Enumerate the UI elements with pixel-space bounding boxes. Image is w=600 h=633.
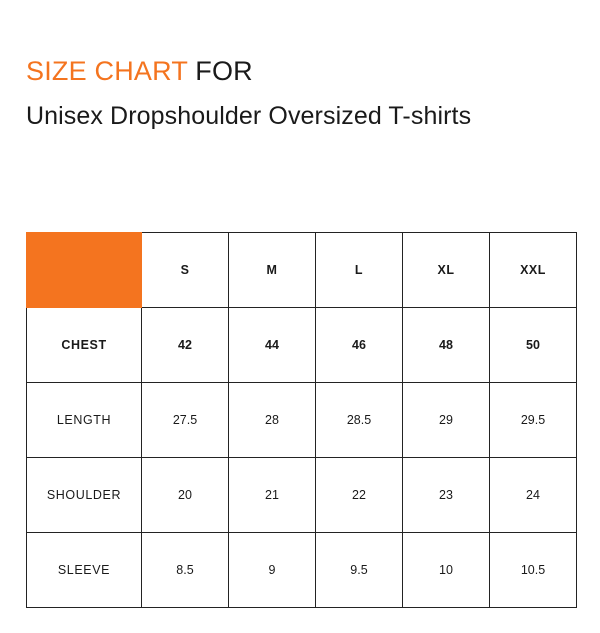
- row-label-shoulder: SHOULDER: [27, 458, 142, 533]
- column-header-m: M: [229, 233, 316, 308]
- cell-shoulder-s: 20: [142, 458, 229, 533]
- page-title: [26, 54, 574, 88]
- size-chart-table-wrap: [26, 232, 574, 608]
- column-header-s: S: [142, 233, 229, 308]
- cell-shoulder-xl: 23: [403, 458, 490, 533]
- table-row: [27, 458, 577, 533]
- column-header-xl: XL: [403, 233, 490, 308]
- title-block: [0, 0, 600, 132]
- cell-length-m: 28: [229, 383, 316, 458]
- page-title-accent: SIZE CHART: [26, 56, 188, 86]
- cell-chest-l: 46: [316, 308, 403, 383]
- cell-sleeve-l: 9.5: [316, 533, 403, 608]
- cell-sleeve-xl: 10: [403, 533, 490, 608]
- row-label-chest: CHEST: [27, 308, 142, 383]
- table-header-row: [27, 233, 577, 308]
- row-label-length: LENGTH: [27, 383, 142, 458]
- table-row: [27, 533, 577, 608]
- cell-chest-xl: 48: [403, 308, 490, 383]
- column-header-l: L: [316, 233, 403, 308]
- cell-sleeve-xxl: 10.5: [490, 533, 577, 608]
- cell-length-l: 28.5: [316, 383, 403, 458]
- cell-length-xl: 29: [403, 383, 490, 458]
- cell-length-xxl: 29.5: [490, 383, 577, 458]
- page-title-rest: FOR: [187, 56, 253, 86]
- page-subtitle: Unisex Dropshoulder Oversized T-shirts: [26, 102, 472, 130]
- cell-sleeve-s: 8.5: [142, 533, 229, 608]
- column-header-xxl: XXL: [490, 233, 577, 308]
- cell-chest-xxl: 50: [490, 308, 577, 383]
- cell-shoulder-m: 21: [229, 458, 316, 533]
- cell-shoulder-l: 22: [316, 458, 403, 533]
- corner-cell: [27, 233, 142, 308]
- cell-chest-s: 42: [142, 308, 229, 383]
- size-chart-table: [26, 232, 577, 608]
- table-row: [27, 383, 577, 458]
- row-label-sleeve: SLEEVE: [27, 533, 142, 608]
- cell-length-s: 27.5: [142, 383, 229, 458]
- cell-chest-m: 44: [229, 308, 316, 383]
- table-row: [27, 308, 577, 383]
- cell-shoulder-xxl: 24: [490, 458, 577, 533]
- cell-sleeve-m: 9: [229, 533, 316, 608]
